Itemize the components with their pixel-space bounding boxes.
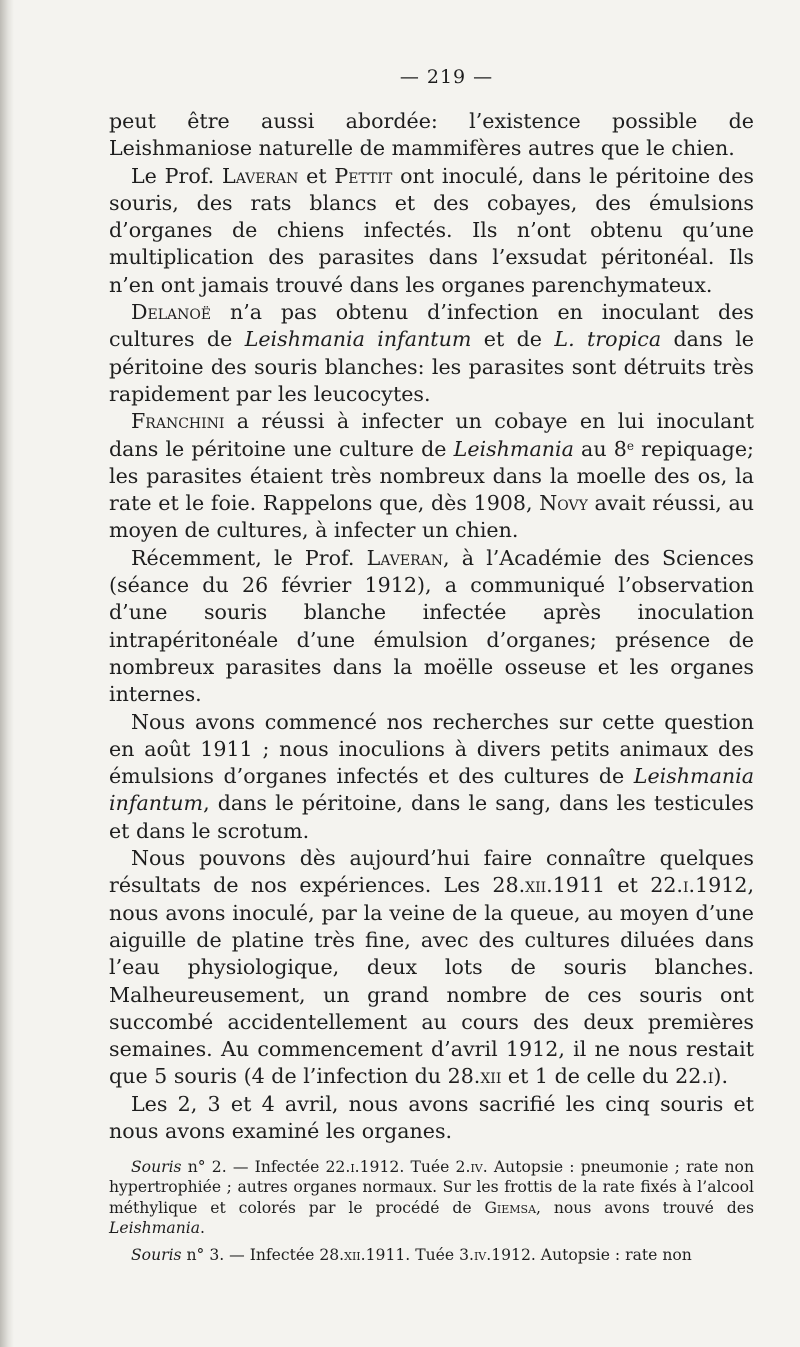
paragraph — [109, 1091, 754, 1146]
text-run: .1911. Tuée 3. — [360, 1246, 474, 1265]
small-caps-text: Giemsa — [484, 1198, 537, 1217]
text-run: Le Prof. — [131, 163, 223, 188]
small-caps-text: xii — [480, 1064, 502, 1089]
text-run: n° 3. — Infectée 28. — [181, 1246, 345, 1265]
text-run: ont inoculé, dans le péritoine des souris, des rats blancs et des cobayes, des émulsions d’organes de chiens infectés. Ils n’ont obtenu qu’une multiplication des parasites dans l’exsudat péritonéal. Ils n’en ont jamais trouvé dans les organes parenchymateux. — [109, 163, 754, 297]
text-run: .1912, nous avons inoculé, par la veine de la queue, au moyen d’une aiguille de platine très fine, avec des cultures diluées dans l’eau physiologique, deux lots de souris blanches. Malheureusement, un grand nombre de ces souris ont succombé accidentellement au cours des deux premières semaines. Au commencement d’avril 1912, il ne nous restait que 5 souris (4 de l’infection du 28. — [109, 873, 755, 1089]
small-caps-text: i — [682, 873, 689, 898]
text-run: Récemment, le Prof. — [131, 545, 367, 570]
text-run: Nous avons commencé nos recherches sur cette question en août 1911 ; nous inoculions à divers petits animaux des émulsions d’organes infectés et des cultures de — [109, 709, 754, 789]
case-notes — [109, 1157, 754, 1265]
text-run: au 8 — [573, 436, 627, 461]
text-run: peut être aussi abordée: l’existence possible de Leishmaniose naturelle de mammifères autres que le chien. — [109, 109, 754, 161]
text-run: Les 2, 3 et 4 avril, nous avons sacrifié les cinq souris et nous avons examiné les organes. — [109, 1091, 754, 1143]
text-run: dans le péritoine des souris blanches: les parasites sont détruits très rapidement par les leucocytes. — [109, 327, 754, 406]
italic-text: Leishmania — [109, 1218, 201, 1237]
text-run: n° 2. — Infectée 22. — [181, 1158, 351, 1177]
book-page — [109, 66, 754, 1272]
paragraph — [109, 545, 754, 709]
paragraph — [109, 408, 754, 544]
text-run: et de — [471, 327, 555, 352]
case-note — [109, 1245, 754, 1265]
text-run: a réussi à infecter un cobaye en lui inoculant dans le péritoine une culture de — [109, 409, 754, 461]
text-run: .1912. Autopsie : rate non — [486, 1246, 692, 1265]
text-run: n’a pas obtenu d’infection en inoculant des cultures de — [109, 300, 754, 352]
text-run: ). — [713, 1064, 728, 1089]
text-run: .1912. Tuée 2. — [354, 1158, 471, 1177]
italic-text: Souris — [131, 1246, 182, 1265]
text-run: . — [200, 1218, 205, 1237]
italic-text: Leishmania infantum — [244, 327, 472, 352]
text-run: . Autopsie : pneumonie ; rate non hypertrophiée ; autres organes normaux. Sur les frottis de la rate fixés à l’alcool méthylique et colorés par le procédé de — [109, 1158, 754, 1217]
small-caps-text: Franchini — [131, 409, 225, 434]
case-note — [109, 1157, 754, 1238]
text-run: Nous pouvons dès aujourd’hui faire connaître quelques résultats de nos expériences. Les 28. — [109, 846, 754, 898]
superscript: e — [626, 438, 634, 453]
small-caps-text: i — [350, 1158, 355, 1177]
text-run: , dans le péritoine, dans le sang, dans les testicules et dans le scrotum. — [109, 791, 754, 843]
page-number: — 219 — — [399, 66, 494, 88]
small-caps-text: Laveran — [222, 163, 299, 188]
small-caps-text: xii — [344, 1246, 361, 1265]
text-run: avait réussi, au moyen de cultures, à infecter un chien. — [109, 491, 755, 543]
small-caps-text: i — [707, 1064, 714, 1089]
paragraph — [109, 709, 754, 845]
italic-text: L. tropica — [554, 327, 662, 352]
italic-text: Leishmania infantum — [109, 764, 754, 816]
text-run: repiquage; les parasites étaient très nombreux dans la moelle des os, la rate et le foie. Rappelons que, dès 1908, — [109, 436, 754, 516]
text-run: et — [298, 163, 335, 188]
body-text — [109, 108, 754, 1145]
small-caps-text: Delanoë — [131, 300, 212, 325]
text-run: , nous avons trouvé des — [536, 1198, 754, 1217]
paragraph — [109, 299, 754, 408]
paragraph — [109, 163, 754, 299]
small-caps-text: Laveran — [366, 545, 443, 570]
small-caps-text: Pettit — [334, 163, 393, 188]
text-run: .1911 et 22. — [546, 873, 683, 898]
small-caps-text: xii — [525, 873, 547, 898]
small-caps-text: iv — [470, 1158, 483, 1177]
text-run: et 1 de celle du 22. — [501, 1064, 708, 1089]
text-run: , à l’Académie des Sciences (séance du 26 février 1912), a communiqué l’observation d’une souris blanche infectée après inoculation intrapéritonéale d’une émulsion d’organes; présence de nombreux parasites dans la moëlle osseuse et les organes internes. — [109, 545, 754, 707]
page-shadow-edge — [0, 0, 14, 1347]
paragraph — [109, 108, 754, 163]
small-caps-text: iv — [473, 1246, 487, 1265]
italic-text: Leishmania — [453, 436, 574, 461]
italic-text: Souris — [131, 1158, 182, 1177]
paragraph — [109, 845, 754, 1091]
small-caps-text: Novy — [539, 491, 588, 516]
